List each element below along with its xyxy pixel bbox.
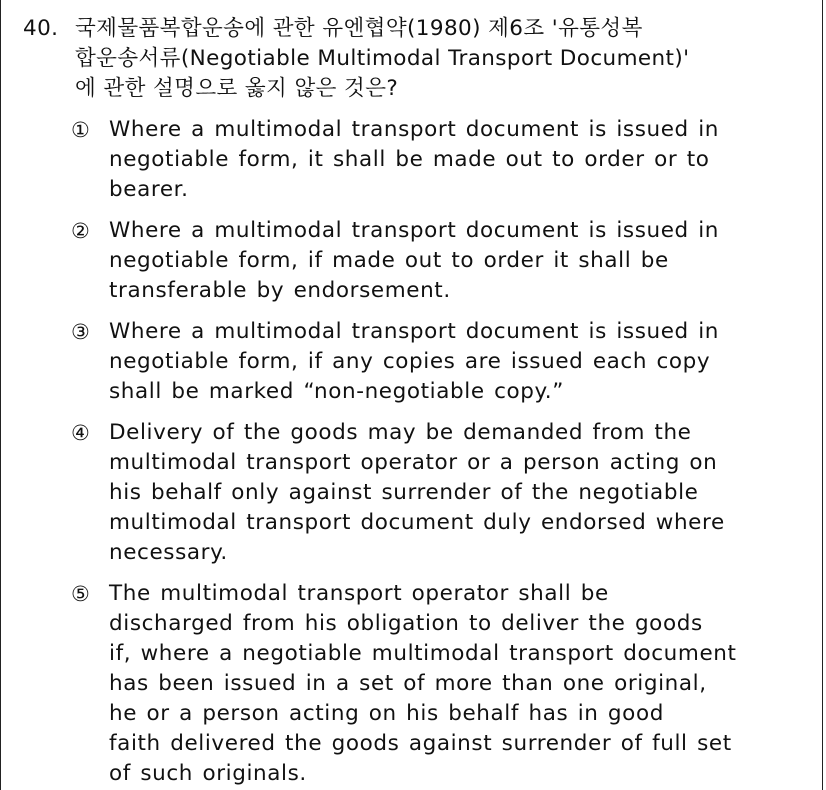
option-line: negotiable form, if made out to order it shall be: [109, 248, 669, 273]
option-text: [109, 216, 719, 306]
option-line: transferable by endorsement.: [109, 278, 451, 303]
option-line: Where a multimodal transport document is issued in: [109, 218, 720, 243]
option-line: faith delivered the goods against surrender of full set: [109, 731, 732, 756]
option-line: if, where a negotiable multimodal transport document: [109, 641, 737, 666]
option-line: shall be marked “non-negotiable copy.”: [109, 379, 564, 404]
option-marker: ⑤: [71, 582, 91, 606]
option-marker: ②: [71, 219, 91, 243]
option-line: necessary.: [109, 540, 228, 565]
option-line: negotiable form, it shall be made out to order or to: [109, 147, 710, 172]
question-stem: [23, 14, 775, 104]
option-4[interactable]: [71, 418, 725, 568]
option-3[interactable]: [71, 317, 719, 407]
option-text: [109, 317, 719, 407]
option-line: of such originals.: [109, 761, 307, 786]
option-line: bearer.: [109, 177, 189, 202]
question-text: [75, 14, 775, 104]
question-line: 에 관한 설명으로 옳지 않은 것은?: [75, 76, 399, 101]
option-text: [109, 418, 725, 568]
option-line: his behalf only against surrender of the negotiable: [109, 480, 699, 505]
option-text: [109, 579, 737, 789]
option-marker: ①: [71, 118, 91, 142]
option-line: he or a person acting on his behalf has in good: [109, 701, 664, 726]
question-line: 합운송서류(Negotiable Multimodal Transport Document)': [75, 46, 690, 71]
option-line: The multimodal transport operator shall be: [109, 581, 609, 606]
option-line: Where a multimodal transport document is issued in: [109, 117, 720, 142]
option-line: Where a multimodal transport document is issued in: [109, 319, 720, 344]
option-2[interactable]: [71, 216, 719, 306]
option-line: multimodal transport operator or a person acting on: [109, 450, 718, 475]
option-marker: ④: [71, 421, 91, 445]
option-5[interactable]: [71, 579, 737, 789]
option-line: negotiable form, if any copies are issued each copy: [109, 349, 711, 374]
question-line: 국제물품복합운송에 관한 유엔협약(1980) 제6조 '유통성복: [75, 16, 643, 41]
option-text: [109, 115, 719, 205]
option-line: Delivery of the goods may be demanded from the: [109, 420, 692, 445]
option-marker: ③: [71, 320, 91, 344]
option-line: multimodal transport document duly endorsed where: [109, 510, 725, 535]
option-line: has been issued in a set of more than one original,: [109, 671, 707, 696]
question-number: 40.: [23, 16, 59, 41]
option-1[interactable]: [71, 115, 719, 205]
option-line: discharged from his obligation to deliver the goods: [109, 611, 703, 636]
